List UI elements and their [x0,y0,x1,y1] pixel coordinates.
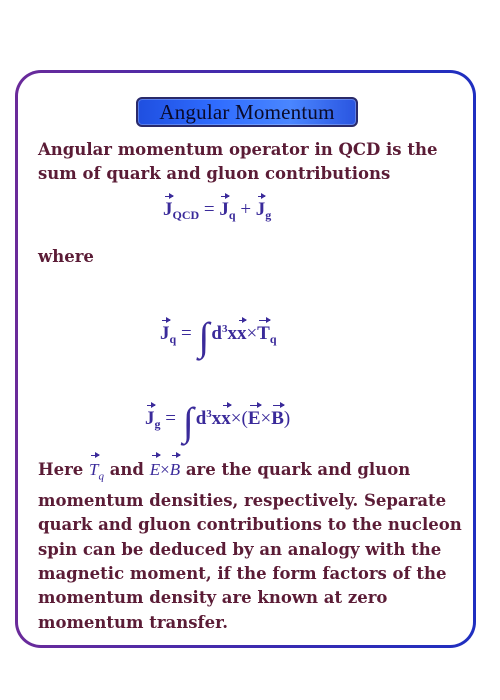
eq1-equals: = [199,199,220,220]
equation-gluon [145,398,290,445]
eq2-d-power: 3 [221,323,228,335]
eq3-lhs-sub: g [154,417,161,431]
eq3-open-paren: ( [241,408,248,429]
eq3-x: x [211,408,222,429]
body-line-7: momentum transfer. [38,612,229,632]
eq3-d: d [195,408,207,429]
eq3-equals: = [160,408,181,429]
body-and: and [104,460,150,479]
equation-total [163,199,271,223]
where-label: where [38,247,94,266]
eq1-term1-sub: q [228,208,236,222]
intro-line-1: Angular momentum operator in QCD is the [38,140,438,159]
eq2-integral-symbol: ∫ [198,314,210,359]
body-paragraph [38,458,462,635]
eq2-lhs-sub: q [169,332,177,346]
body-line-1-rest: are the quark and gluon [180,460,411,479]
slide-title: Angular Momentum [136,97,358,127]
body-here: Here [38,460,90,479]
intro-line-2: sum of quark and gluon contributions [38,164,391,183]
eq3-integral-symbol: ∫ [182,399,194,444]
body-line-3: quark and gluon contributions to the nucleon [38,515,462,535]
eq1-term2-sub: g [265,208,272,222]
body-line-2: momentum densities, respectively. Separate [38,490,447,510]
eq3-d-power: 3 [206,408,212,420]
eq2-T-sub: q [269,332,277,346]
eq1-lhs-symbol: J [163,199,173,220]
equation-quark [160,313,277,360]
body-line-1 [38,458,458,489]
eq3-E: E [247,408,261,429]
eq2-equals: = [176,323,197,344]
body-B-symbol: B [170,458,180,482]
eq3-close-paren: ) [283,408,291,429]
eq1-term1-symbol: J [219,199,229,220]
body-line-6: momentum density are known at zero [38,588,388,608]
eq3-B: B [271,408,284,429]
eq2-d: d [211,323,222,344]
eq3-times-2: × [260,408,272,429]
body-line-5: magnetic moment, if the form factors of the [38,564,447,584]
eq2-x: x [227,323,237,344]
eq3-lhs-symbol: J [145,408,155,429]
eq2-times: × [246,323,258,344]
body-E-symbol: E [150,458,160,482]
eq3-xvec: x [221,408,231,429]
eq1-term2-symbol: J [255,199,266,220]
body-T-sub: q [98,470,104,483]
body-times: × [160,460,170,479]
eq1-plus: + [235,199,256,220]
eq3-times: × [230,408,242,429]
eq2-T: T [257,323,270,344]
eq1-lhs-sub: QCD [172,208,200,222]
body-line-4: spin can be deduced by an analogy with the [38,539,442,559]
body-T-symbol: T [89,458,98,482]
eq2-xvec: x [236,323,247,344]
eq2-lhs-symbol: J [160,323,170,344]
